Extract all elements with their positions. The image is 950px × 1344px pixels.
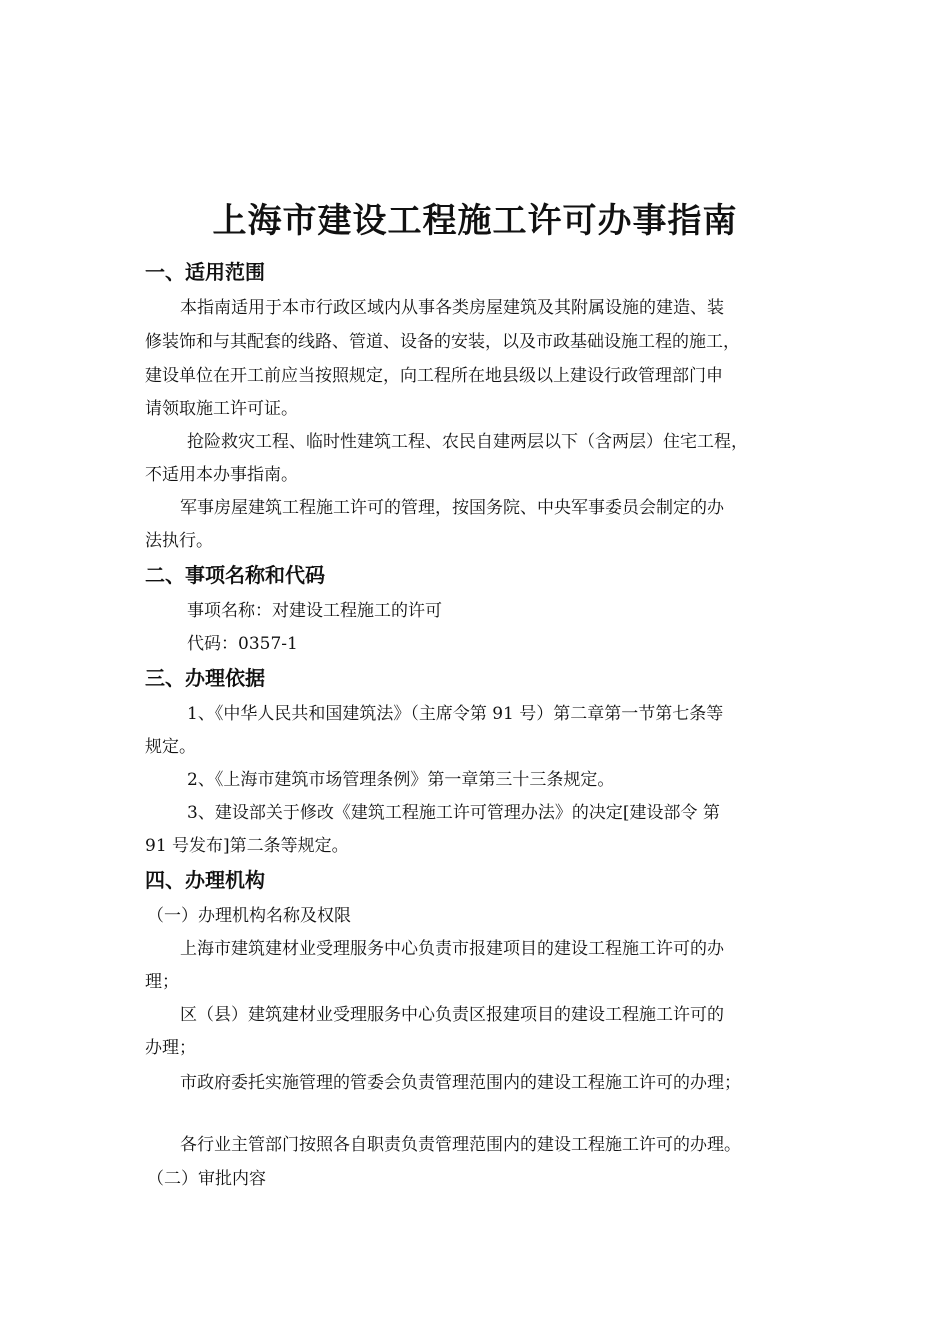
paragraph-line: 请领取施工许可证。 [145,399,298,419]
paragraph-line: 3、建设部关于修改《建筑工程施工许可管理办法》的决定[建设部令 第 [187,803,720,823]
section-heading-item-name: 二、事项名称和代码 [145,563,325,587]
document-title: 上海市建设工程施工许可办事指南 [212,201,738,241]
paragraph-line: 法执行。 [145,531,213,551]
paragraph-line: 办理； [145,1038,196,1058]
paragraph-line: 抢险救灾工程、临时性建筑工程、农民自建两层以下（含两层）住宅工程， [187,432,748,452]
paragraph-line: 不适用本办事指南。 [145,465,298,485]
section-heading-scope: 一、适用范围 [145,260,265,284]
subheading-line: （二）审批内容 [147,1169,266,1189]
paragraph-line: 代码：0357-1 [187,634,298,654]
paragraph-line: 1、《中华人民共和国建筑法》（主席令第 91 号）第二章第一节第七条等 [187,704,724,724]
paragraph-line: 本指南适用于本市行政区域内从事各类房屋建筑及其附属设施的建造、装 [180,298,724,318]
subheading-line: （一）办理机构名称及权限 [147,906,351,926]
paragraph-line: 91 号发布]第二条等规定。 [145,836,349,856]
paragraph-line: 事项名称：对建设工程施工的许可 [187,601,442,621]
section-heading-basis: 三、办理依据 [145,666,265,690]
paragraph-line: 区（县）建筑建材业受理服务中心负责区报建项目的建设工程施工许可的 [180,1005,724,1025]
paragraph-line: 军事房屋建筑工程施工许可的管理，按国务院、中央军事委员会制定的办 [180,498,724,518]
paragraph-line: 上海市建筑建材业受理服务中心负责市报建项目的建设工程施工许可的办 [180,939,724,959]
paragraph-line: 市政府委托实施管理的管委会负责管理范围内的建设工程施工许可的办理； [180,1073,741,1093]
paragraph-line: 各行业主管部门按照各自职责负责管理范围内的建设工程施工许可的办理。 [180,1135,741,1155]
paragraph-line: 规定。 [145,737,196,757]
paragraph-line: 建设单位在开工前应当按照规定，向工程所在地县级以上建设行政管理部门申 [145,366,723,386]
paragraph-line: 2、《上海市建筑市场管理条例》第一章第三十三条规定。 [187,770,615,790]
paragraph-line: 理； [145,972,179,992]
section-heading-agency: 四、办理机构 [145,868,265,892]
paragraph-line: 修装饰和与其配套的线路、管道、设备的安装，以及市政基础设施工程的施工， [145,332,740,352]
